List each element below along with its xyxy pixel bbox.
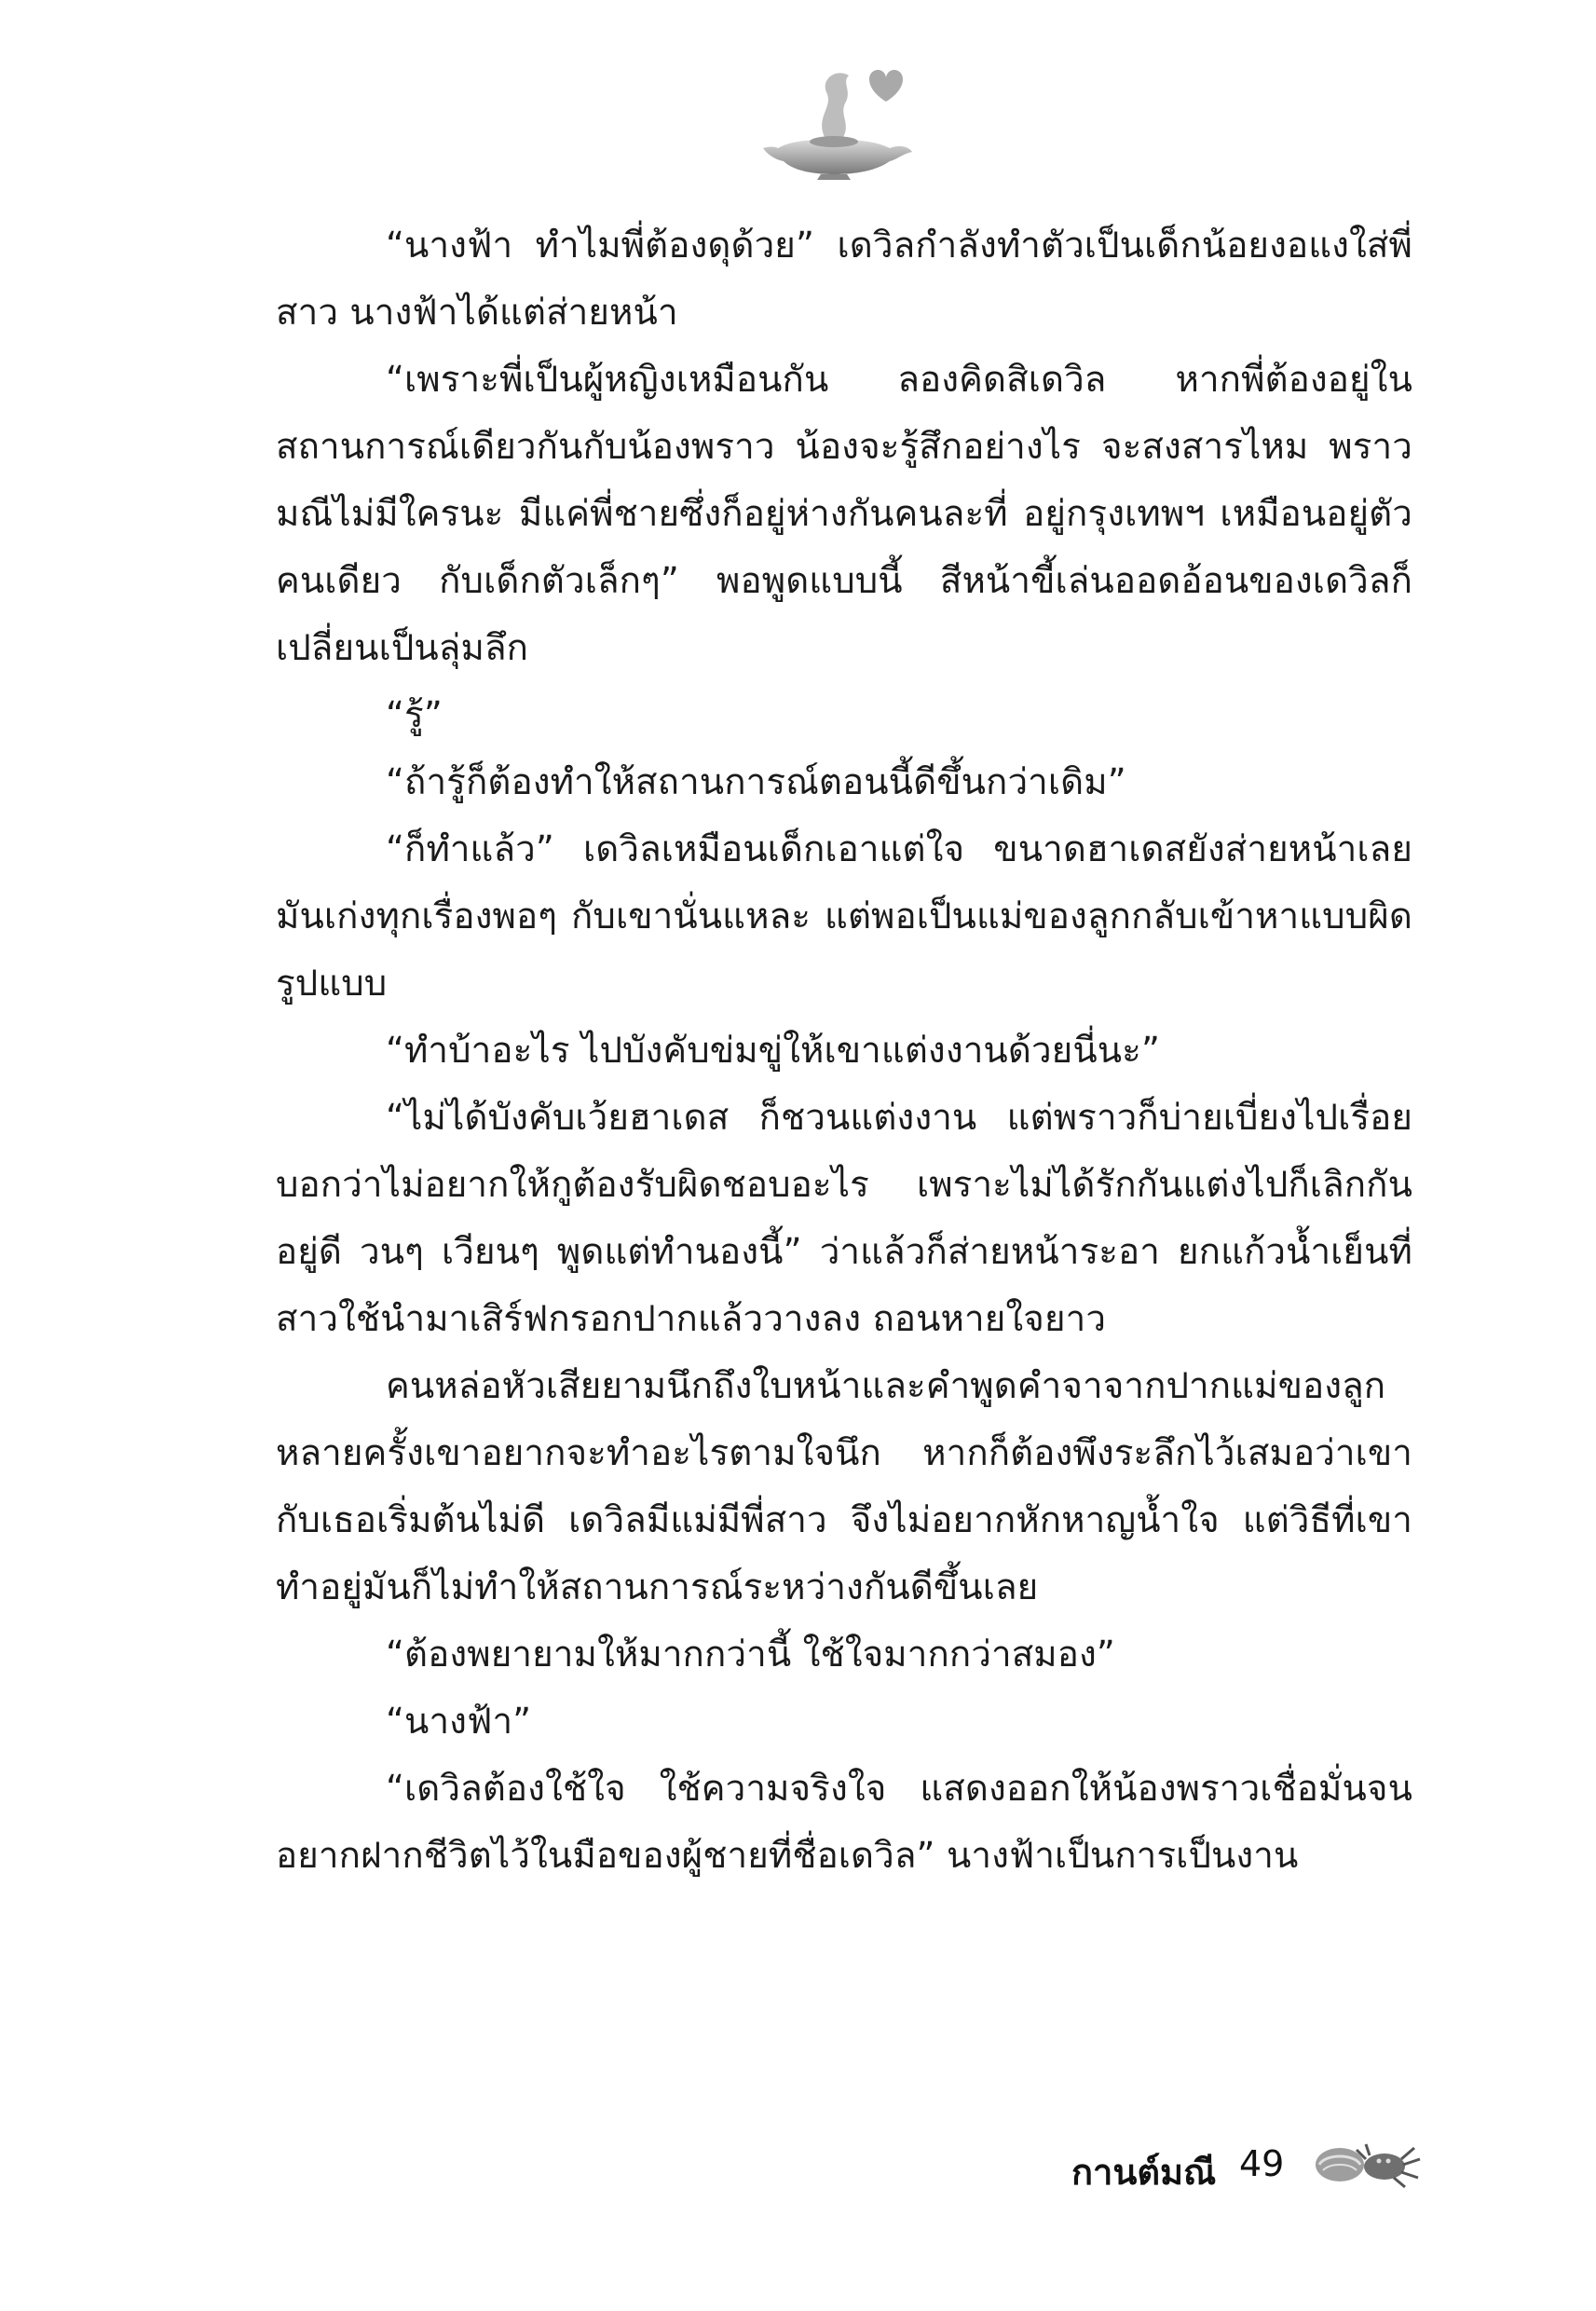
crab-and-shell-icon [1304,2129,1425,2195]
page-number: 49 [1239,2143,1285,2184]
genie-lamp-with-heart-icon [759,51,918,182]
paragraph: “ทำบ้าอะไร ไปบังคับข่มขู่ให้เขาแต่งงานด้วยนี่นะ” [386,1030,1160,1072]
paragraph: “นางฟ้า ทำไมพี่ต้องดุด้วย” เดวิลกำลังทำตัวเป็นเด็กน้อยงอแงใส่พี่สาว นางฟ้าได้แต่ส่ายหน้า [276,225,1412,334]
paragraph: “รู้” [386,694,443,736]
paragraph: “ไม่ได้บังคับเว้ยฮาเดส ก็ชวนแต่งงาน แต่พราวก็บ่ายเบี่ยงไปเรื่อย บอกว่าไม่อยากให้กูต้องรับผิดชอบอะไร เพราะไม่ได้รักกันแต่งไปก็เลิกกันอยู่ดี วนๆ เวียนๆ พูดแต่ทำนองนี้” ว่าแล้วก็ส่ายหน้าระอา ยกแก้วน้ำเย็นที่สาวใช้นำมาเสิร์ฟกรอกปากแล้ววางลง ถอนหายใจยาว [276,1097,1412,1340]
paragraph: “นางฟ้า” [386,1701,532,1743]
chapter-text [276,212,1412,2039]
paragraph: “เดวิลต้องใช้ใจ ใช้ความจริงใจ แสดงออกให้น้องพราวเชื่อมั่นจนอยากฝากชีวิตไว้ในมือของผู้ชายที่ชื่อเดวิล” นางฟ้าเป็นการเป็นงาน [276,1768,1412,1877]
paragraph: คนหล่อหัวเสียยามนึกถึงใบหน้าและคำพูดคำจาจากปากแม่ของลูก หลายครั้งเขาอยากจะทำอะไรตามใจนึก หากก็ต้องพึงระลึกไว้เสมอว่าเขากับเธอเริ่มต้นไม่ดี เดวิลมีแม่มีพี่สาว จึงไม่อยากหักหาญน้ำใจ แต่วิธีที่เขาทำอยู่มันก็ไม่ทำให้สถานการณ์ระหว่างกันดีขึ้นเลย [276,1365,1412,1608]
book-title: กานต์มณี [1071,2152,1217,2193]
paragraph: “ต้องพยายามให้มากกว่านี้ ใช้ใจมากกว่าสมอง” [386,1634,1115,1675]
paragraph: “ถ้ารู้ก็ต้องทำให้สถานการณ์ตอนนี้ดีขึ้นกว่าเดิม” [386,761,1126,803]
paragraph: “ก็ทำแล้ว” เดวิลเหมือนเด็กเอาแต่ใจ ขนาดฮาเดสยังส่ายหน้าเลย มันเก่งทุกเรื่องพอๆ กับเขานั่นแหละ แต่พอเป็นแม่ของลูกกลับเข้าหาแบบผิดรูปแบบ [276,828,1412,1005]
paragraph: “เพราะพี่เป็นผู้หญิงเหมือนกัน ลองคิดสิเดวิล หากพี่ต้องอยู่ในสถานการณ์เดียวกันกับน้องพราว น้องจะรู้สึกอย่างไร จะสงสารไหม พราวมณีไม่มีใครนะ มีแค่พี่ชายซึ่งก็อยู่ห่างกันคนละที่ อยู่กรุงเทพฯ เหมือนอยู่ตัวคนเดียว กับเด็กตัวเล็กๆ” พอพูดแบบนี้ สีหน้าขี้เล่นออดอ้อนของเดวิลก็เปลี่ยนเป็นลุ่มลึก [276,359,1412,669]
